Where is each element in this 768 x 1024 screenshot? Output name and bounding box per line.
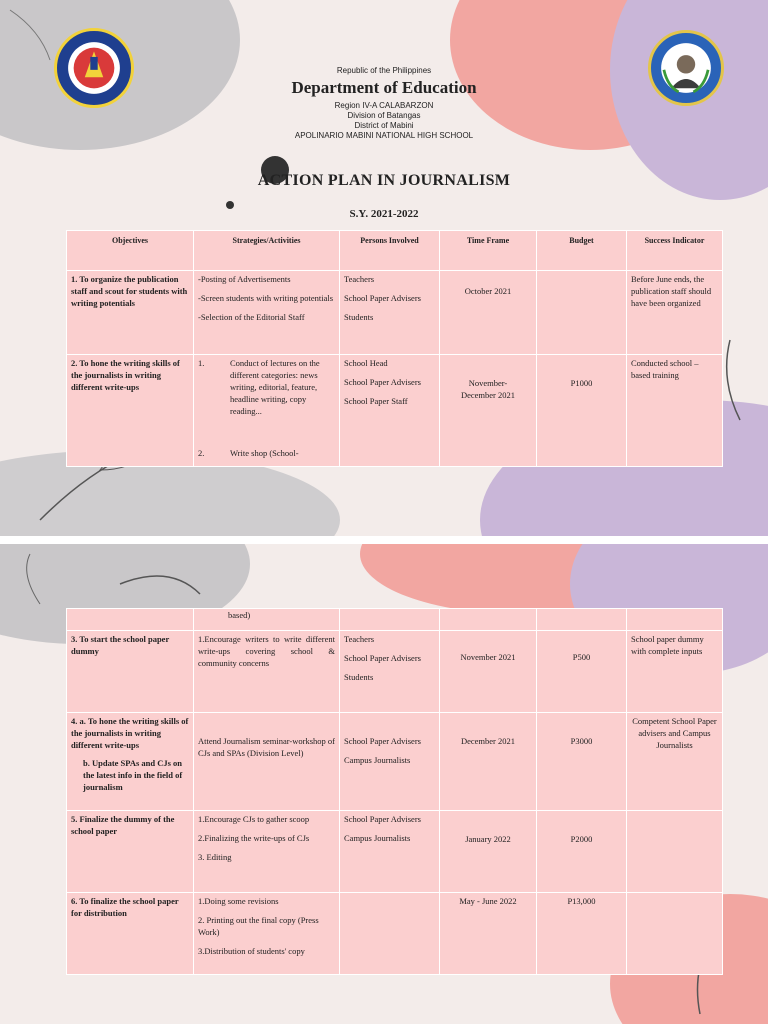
strategy-item: 1.Encourage CJs to gather scoop <box>198 814 310 824</box>
strategy-item: 3.Distribution of students' copy <box>198 946 305 956</box>
strategy-item: -Screen students with writing potentials <box>198 293 334 303</box>
republic-text: Republic of the Philippines <box>336 66 432 75</box>
division-text: Division of Batangas <box>347 111 421 120</box>
budget-cell: P500 <box>537 631 627 713</box>
time-cell <box>440 609 537 631</box>
school-name: APOLINARIO MABINI NATIONAL HIGH SCHOOL <box>294 131 474 140</box>
strategies-cell: Attend Journalism seminar-workshop of CJs and SPAs (Division Level) <box>194 713 340 811</box>
list-number: 2. <box>198 448 205 458</box>
strategy-item: 2. Printing out the final copy (Press Work) <box>198 915 319 937</box>
strategy-item: -Posting of Advertisements <box>198 274 291 284</box>
persons-cell <box>340 631 440 713</box>
table-row <box>67 609 723 631</box>
strategy-item: 2.Finalizing the write-ups of CJs <box>198 833 310 843</box>
strategies-cell: 1.Encourage writers to write different write-ups covering school & community concerns <box>194 631 340 713</box>
objective-cell: 5. Finalize the dummy of the school paper <box>67 811 194 893</box>
persons-cell <box>340 811 440 893</box>
strategy-item <box>198 357 335 417</box>
strategies-cell <box>194 355 340 467</box>
time-cell: January 2022 <box>440 811 537 893</box>
indicator-cell <box>627 811 723 893</box>
person-item: School Paper Staff <box>344 396 408 406</box>
action-plan-table-part-2 <box>66 608 723 975</box>
strategy-text: Write shop (School- <box>230 448 299 458</box>
persons-cell <box>340 355 440 467</box>
indicator-cell <box>627 609 723 631</box>
district-text: District of Mabini <box>354 121 414 130</box>
person-item: School Paper Advisers <box>344 814 421 824</box>
strategy-text: Conduct of lectures on the different categories: news writing, editorial, feature, headline writing, copy reading... <box>230 358 320 416</box>
table-row <box>67 631 723 713</box>
strategy-item: 3. Editing <box>198 852 232 862</box>
person-item: Campus Journalists <box>344 833 411 843</box>
time-cell: October 2021 <box>440 271 537 355</box>
person-item: School Paper Advisers <box>344 377 421 387</box>
col-objectives: Objectives <box>67 231 194 271</box>
objective-cell: 1. To organize the publication staff and scout for students with writing potentials <box>67 271 194 355</box>
objective-cell: 2. To hone the writing skills of the journalists in writing different write-ups <box>67 355 194 467</box>
col-indicator: Success Indicator <box>627 231 723 271</box>
objective-cell <box>67 713 194 811</box>
person-item: School Paper Advisers <box>344 293 421 303</box>
col-time: Time Frame <box>440 231 537 271</box>
persons-cell <box>340 893 440 975</box>
region-text: Region IV-A CALABARZON <box>334 101 434 110</box>
time-cell: May - June 2022 <box>440 893 537 975</box>
indicator-cell <box>627 893 723 975</box>
list-number: 1. <box>198 358 205 368</box>
document-header <box>0 66 768 141</box>
persons-cell <box>340 271 440 355</box>
time-cell: November-December 2021 <box>440 355 537 467</box>
budget-cell: P2000 <box>537 811 627 893</box>
person-item: School Paper Advisers <box>344 653 421 663</box>
indicator-cell: Conducted school – based training <box>627 355 723 467</box>
strategies-cell <box>194 893 340 975</box>
objective-b: b. Update SPAs and CJs on the latest info in the field of journalism <box>83 758 183 792</box>
table-row <box>67 355 723 467</box>
indicator-cell: School paper dummy with complete inputs <box>627 631 723 713</box>
person-item: School Paper Advisers <box>344 736 421 746</box>
persons-cell <box>340 609 440 631</box>
indicator-cell: Before June ends, the publication staff should have been organized <box>627 271 723 355</box>
time-cell: November 2021 <box>440 631 537 713</box>
budget-cell <box>537 271 627 355</box>
strategies-cell: based) <box>194 609 340 631</box>
table-row <box>67 713 723 811</box>
strategy-item: -Selection of the Editorial Staff <box>198 312 305 322</box>
col-budget: Budget <box>537 231 627 271</box>
table-header-row <box>67 231 723 271</box>
objective-cell: 6. To finalize the school paper for distribution <box>67 893 194 975</box>
person-item: School Head <box>344 358 388 368</box>
budget-cell: P3000 <box>537 713 627 811</box>
page-title: ACTION PLAN IN JOURNALISM <box>257 172 511 189</box>
table-row <box>67 271 723 355</box>
objective-cell: 3. To start the school paper dummy <box>67 631 194 713</box>
col-strategies: Strategies/Activities <box>194 231 340 271</box>
person-item: Campus Journalists <box>344 755 411 765</box>
persons-cell <box>340 713 440 811</box>
department-title: Department of Education <box>291 78 477 97</box>
budget-cell <box>537 609 627 631</box>
strategy-item: 1.Doing some revisions <box>198 896 279 906</box>
objective-a: 4. a. To hone the writing skills of the journalists in writing different write-ups <box>71 716 189 750</box>
table-row <box>67 893 723 975</box>
page-gap <box>0 536 768 544</box>
person-item: Students <box>344 672 374 682</box>
indicator-cell: Competent School Paper advisers and Campus Journalists <box>627 713 723 811</box>
action-plan-table-part-1 <box>66 230 723 467</box>
col-persons: Persons Involved <box>340 231 440 271</box>
objective-cell <box>67 609 194 631</box>
strategy-item <box>198 447 335 459</box>
page-2 <box>0 544 768 1024</box>
person-item: Students <box>344 312 374 322</box>
budget-cell: P1000 <box>537 355 627 467</box>
strategies-cell <box>194 811 340 893</box>
person-item: Teachers <box>344 634 375 644</box>
strategies-cell <box>194 271 340 355</box>
school-year: S.Y. 2021-2022 <box>349 208 419 220</box>
budget-cell: P13,000 <box>537 893 627 975</box>
person-item: Teachers <box>344 274 375 284</box>
time-cell: December 2021 <box>440 713 537 811</box>
table-row <box>67 811 723 893</box>
